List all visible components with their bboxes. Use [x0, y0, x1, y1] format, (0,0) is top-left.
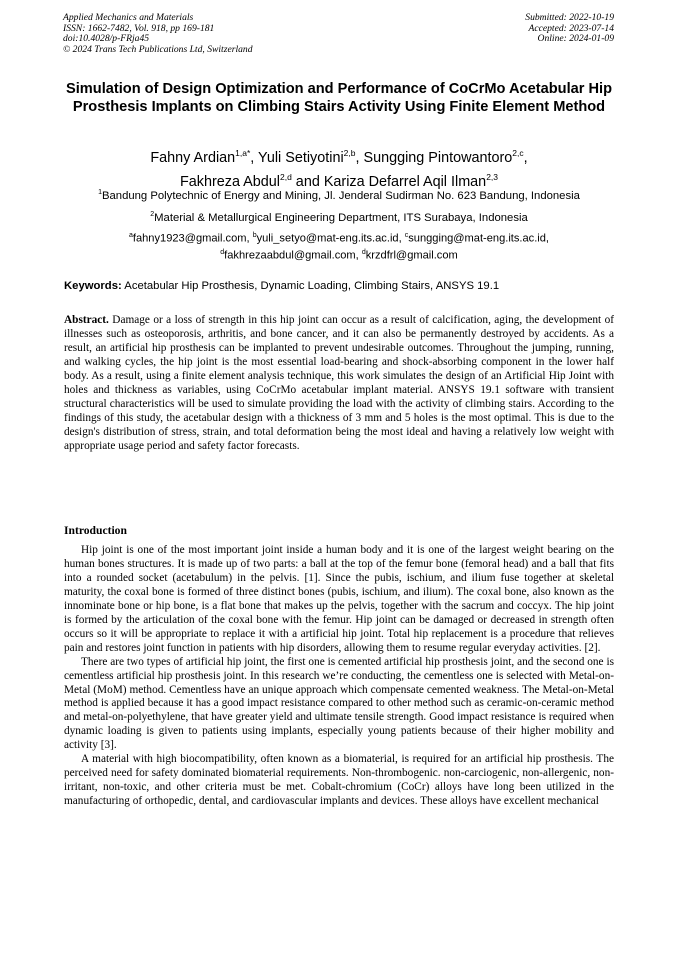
journal-name: Applied Mechanics and Materials — [63, 12, 194, 23]
keywords-text: Acetabular Hip Prosthesis, Dynamic Loading, Climbing Stairs, ANSYS 19.1 — [124, 280, 500, 292]
journal-header — [63, 13, 253, 56]
author-name: Kariza Defarrel Aqil Ilman — [323, 173, 487, 190]
author-separator: , — [250, 149, 259, 166]
email-marker: d — [220, 248, 225, 256]
email-marker: b — [252, 232, 257, 239]
author-affiliation-marker: 2,b — [343, 148, 356, 158]
author-separator: and — [291, 173, 324, 190]
author-affiliation-marker: 1,a* — [235, 148, 251, 158]
copyright: © 2024 Trans Tech Publications Ltd, Switzerland — [63, 44, 253, 56]
email-link[interactable]: krzdfrl@gmail.com — [365, 249, 458, 262]
email-link[interactable]: fakhrezaabdul@gmail.com, — [224, 249, 362, 262]
email-marker: d — [361, 248, 366, 256]
email-link[interactable]: fahny1923@gmail.com, — [132, 232, 253, 245]
submitted-date: Submitted: 2022-10-19 — [525, 12, 614, 23]
affiliation-marker: 1 — [98, 189, 102, 196]
journal-issn: ISSN: 1662-7482, Vol. 918, pp 169-181 — [63, 22, 215, 34]
author-affiliation-marker: 2,3 — [486, 171, 499, 182]
accepted-date: Accepted: 2023-07-14 — [528, 22, 614, 34]
author-separator: , — [523, 149, 528, 166]
email-marker: a — [128, 232, 133, 239]
introduction-body — [64, 544, 614, 809]
email-link[interactable]: sungging@mat-eng.its.ac.id, — [408, 232, 550, 245]
keywords — [64, 279, 619, 293]
doi-link[interactable]: doi:10.4028/p-FRja45 — [63, 33, 150, 45]
author-separator: , — [355, 149, 364, 166]
author-affiliation-marker: 2,c — [512, 148, 524, 158]
submission-dates — [525, 13, 614, 45]
paragraph: A material with high biocompatibility, often known as a biomaterial, is required for an artificial hip prosthesis. The perceived need for safety dominated biomaterial requirements. Non-thrombogenic. non-carciogenic, non-allergenic, non-irritant, non-toxic, and other criteria must be met. Cobalt-chromium (CoCr) alloys have long been utilized in the manufacturing of orthopedic, dental, and cardiovascular implants and devices. These alloys have excellent mechanical — [64, 753, 614, 808]
paper-title: Simulation of Design Optimization and Performance of CoCrMo Acetabular Hip Prosthesis Implants on Climbing Stairs Activity Using Finite Element Method — [66, 81, 612, 116]
author-name: Fahny Ardian — [150, 149, 236, 166]
online-date: Online: 2024-01-09 — [537, 33, 614, 45]
section-heading-introduction: Introduction — [64, 524, 127, 537]
author-name: Sungging Pintowantoro — [363, 149, 513, 166]
paragraph: There are two types of artificial hip joint, the first one is cemented artificial hip prosthesis joint, and the second one is cementless artificial hip prosthesis joint. In this research we’re conducting, the cementless one is selected with Metal-on-Metal (MoM) method. Cementless have an unique approach which compensate cemented weakness. The Metal-on-Metal method is applied because it has a good impact resistance compared to other method such as ceramic-on-ceramic method and metal-on-polyethylene, that have greater yield and ultimate tensile strength. Good impact resistance is required when dynamic loading is given to patients using implants, especially young patients because of their higher mobility and activity [3]. — [64, 655, 614, 752]
author-name: Fakhreza Abdul — [179, 173, 280, 190]
abstract-label: Abstract. — [64, 314, 109, 326]
affiliation-1 — [60, 186, 618, 203]
paragraph: Hip joint is one of the most important joint inside a human body and it is one of the largest weight bearing on the human bones structures. It is made up of two parts: a ball at the top of the femur bone (femoral head) and a ball that fits into a rounded socket (acetabulum) in the pelvis. [1]. Since the pubis, ischium, and ilium fuse together at skeletal maturity, the coxal bone is formed of three distinct bones (pubis, ischium, and ilium). The coxal bone, also known as the innominate bone or hip bone, is a flat bone that makes up the pelvis, together with the sacrum and coccyx. The hip joint is formed by the articulation of the coxal bone with the femur. Hip joint can be damaged or decreased in strength often occurs so it will be appropriate to replace it with a artificial hip joint. Total hip replacement is a procedure that relieves pain and restores joint function in patients with hip disorders, allowing them to resume regular everyday activities. [2]. — [64, 544, 614, 654]
author-name: Yuli Setiyotini — [258, 149, 344, 166]
author-affiliation-marker: 2,d — [279, 171, 292, 182]
author-list — [60, 144, 618, 192]
affiliation-text: Material & Metallurgical Engineering Department, ITS Surabaya, Indonesia — [154, 211, 528, 224]
affiliation-2 — [60, 208, 618, 225]
affiliation-text: Bandung Polytechnic of Energy and Mining, Jl. Jenderal Sudirman No. 623 Bandung, Indonesia — [101, 189, 580, 202]
affiliation-marker: 2 — [150, 211, 155, 218]
email-marker: c — [404, 232, 409, 239]
email-link[interactable]: yuli_setyo@mat-eng.its.ac.id, — [256, 232, 405, 245]
email-list — [60, 229, 618, 262]
keywords-label: Keywords: — [64, 280, 122, 292]
abstract — [64, 314, 614, 454]
abstract-text: Damage or a loss of strength in this hip joint can occur as a result of calcification, aging, the development of illnesses such as osteoporosis, arthritis, and bone cancer, and it can also be permanently destroyed by accidents. As a result, an artificial hip prosthesis can be implanted to prevent undesirable outcomes. Throughout the jumping, running, and walking cycles, the hip joint is the most essential load-bearing and shock-absorbing component in the lower half body. As a result, using a finite element analysis technique, this work simulates the design of an Artificial Hip Joint with holes and thickness as variables, using CoCrMo acetabular implant material. ANSYS 19.1 software with transient structural characteristics will be used to simulate providing the load with the activity of climbing stairs. According to the findings of this study, the acetabular design with a thickness of 3 mm and 5 holes is the most optimal. This is due to the design's distribution of stress, strain, and total deformation being the most ideal and having a relatively low weight with appropriate usage period and safety factor forecasts. — [64, 314, 615, 452]
